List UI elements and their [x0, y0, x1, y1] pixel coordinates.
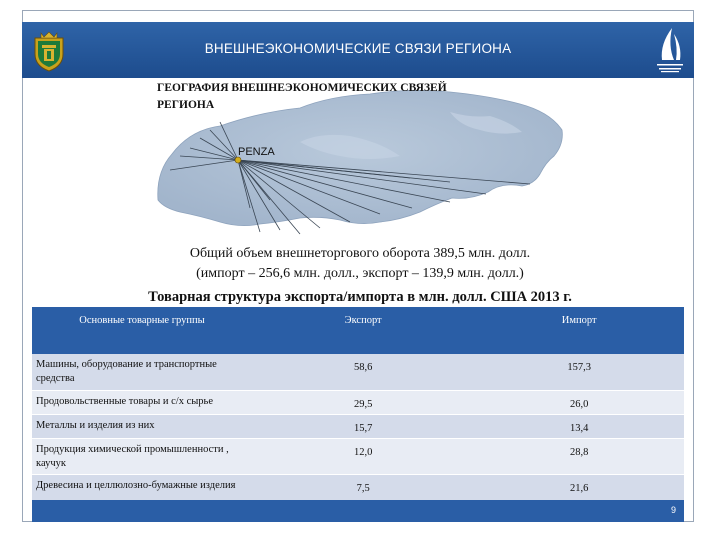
row-import: 157,3 — [474, 354, 684, 390]
header-bar — [22, 22, 694, 78]
map-title-line2: РЕГИОНА — [157, 99, 215, 111]
column-header-groups: Основные товарные группы — [32, 307, 252, 354]
table-row — [32, 390, 684, 414]
row-name: Древесина и целлюлозно-бумажные изделия — [32, 474, 252, 508]
goods-table — [32, 307, 684, 509]
summary-line1: Общий объем внешнеторгового оборота 389,5 млн. долл. — [189, 246, 531, 261]
row-name: Продовольственные товары и с/х сырье — [32, 390, 252, 414]
map-title-line1: ГЕОГРАФИЯ ВНЕШНЕЭКОНОМИЧЕСКИХ СВЯЗЕЙ — [157, 82, 447, 94]
row-import: 28,8 — [474, 438, 684, 474]
row-import: 13,4 — [474, 414, 684, 438]
coat-of-arms-icon — [32, 30, 66, 72]
table-title: Товарная структура экспорта/импорта в млн. долл. США 2013 г. — [148, 289, 572, 305]
row-import: 21,6 — [474, 474, 684, 508]
table-row — [32, 414, 684, 438]
table-row — [32, 438, 684, 474]
row-export: 29,5 — [252, 390, 474, 414]
row-name: Машины, оборудование и транспортные средства — [32, 354, 252, 390]
column-header-export: Экспорт — [252, 307, 474, 354]
row-export: 12,0 — [252, 438, 474, 474]
row-name: Продукция химической промышленности , каучук — [32, 438, 252, 474]
summary-line2: (импорт – 256,6 млн. долл., экспорт – 139,9 млн. долл.) — [196, 266, 524, 281]
footer-bar — [32, 500, 684, 522]
city-label: PENZA — [238, 146, 275, 158]
row-export: 58,6 — [252, 354, 474, 390]
row-export: 7,5 — [252, 474, 474, 508]
map-title — [157, 80, 537, 114]
header-title: ВНЕШНЕЭКОНОМИЧЕСКИЕ СВЯЗИ РЕГИОНА — [204, 41, 512, 56]
column-header-import: Импорт — [474, 307, 684, 354]
row-export: 15,7 — [252, 414, 474, 438]
row-import: 26,0 — [474, 390, 684, 414]
page-number: 9 — [670, 505, 676, 515]
row-name: Металлы и изделия из них — [32, 414, 252, 438]
table-row — [32, 354, 684, 390]
table-header-row — [32, 307, 684, 354]
sail-logo-icon — [652, 26, 688, 74]
